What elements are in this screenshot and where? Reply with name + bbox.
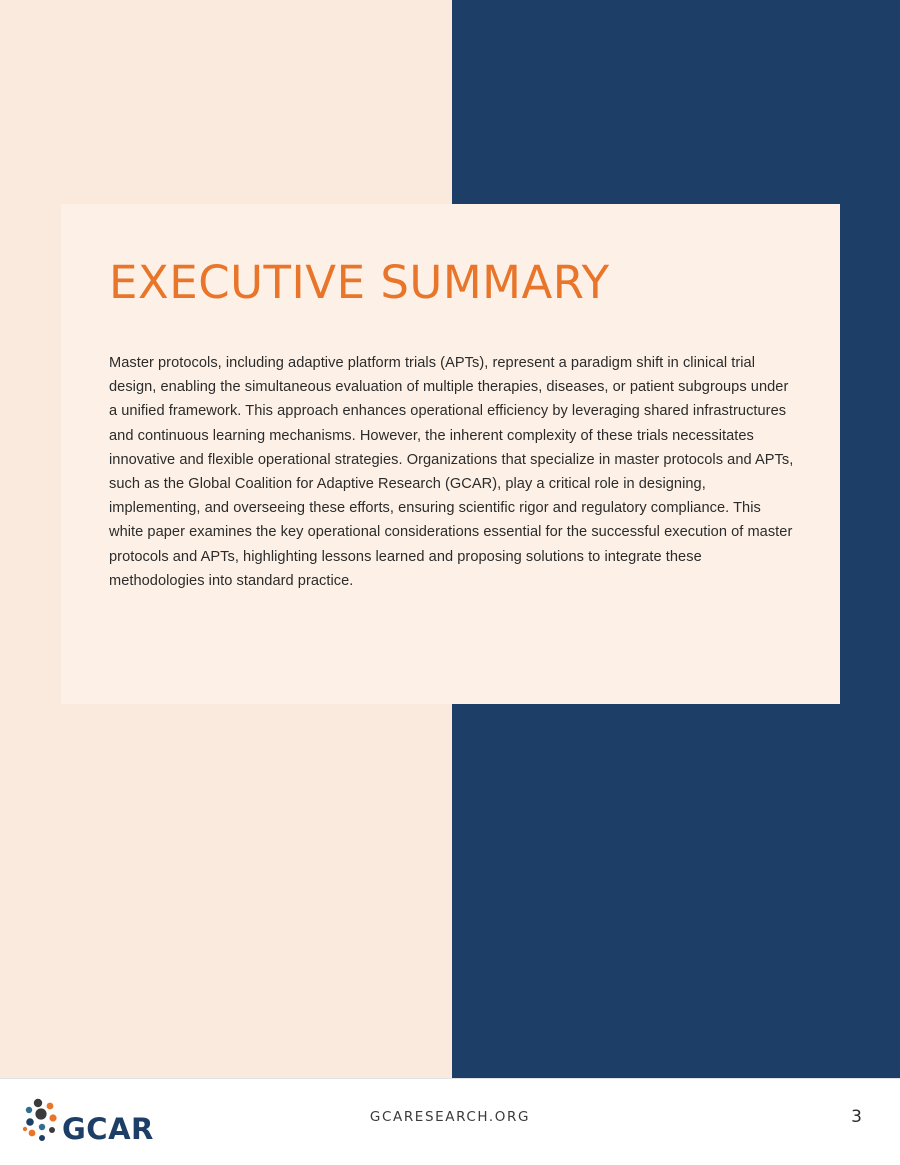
gcar-logo-text: GCAR: [62, 1112, 154, 1146]
footer-page-number: 3: [851, 1107, 862, 1127]
summary-paragraph: Master protocols, including adaptive platform trials (APTs), represent a paradigm shift in clinical trial design, enabling the simultaneous evaluation of multiple therapies, diseases, or patient subgroups under a unified framework. This approach enhances operational efficiency by leveraging shared infrastructures and continuous learning mechanisms. However, the inherent complexity of these trials necessitates innovative and flexible operational strategies. Organizations that specialize in master protocols and APTs, such as the Global Coalition for Adaptive Research (GCAR), play a critical role in designing, implementing, and overseeing these efforts, ensuring scientific rigor and regulatory compliance. This white paper examines the key operational considerations essential for the successful execution of master protocols and APTs, highlighting lessons learned and proposing solutions to integrate these methodologies into standard practice.: [109, 355, 794, 589]
page-title: EXECUTIVE SUMMARY: [109, 256, 610, 309]
page-footer: [0, 1078, 900, 1165]
footer-divider: [0, 1078, 900, 1079]
content-card-inner: [61, 204, 840, 593]
content-card: [61, 204, 840, 704]
footer-website-url: GCARESEARCH.ORG: [369, 1109, 531, 1125]
